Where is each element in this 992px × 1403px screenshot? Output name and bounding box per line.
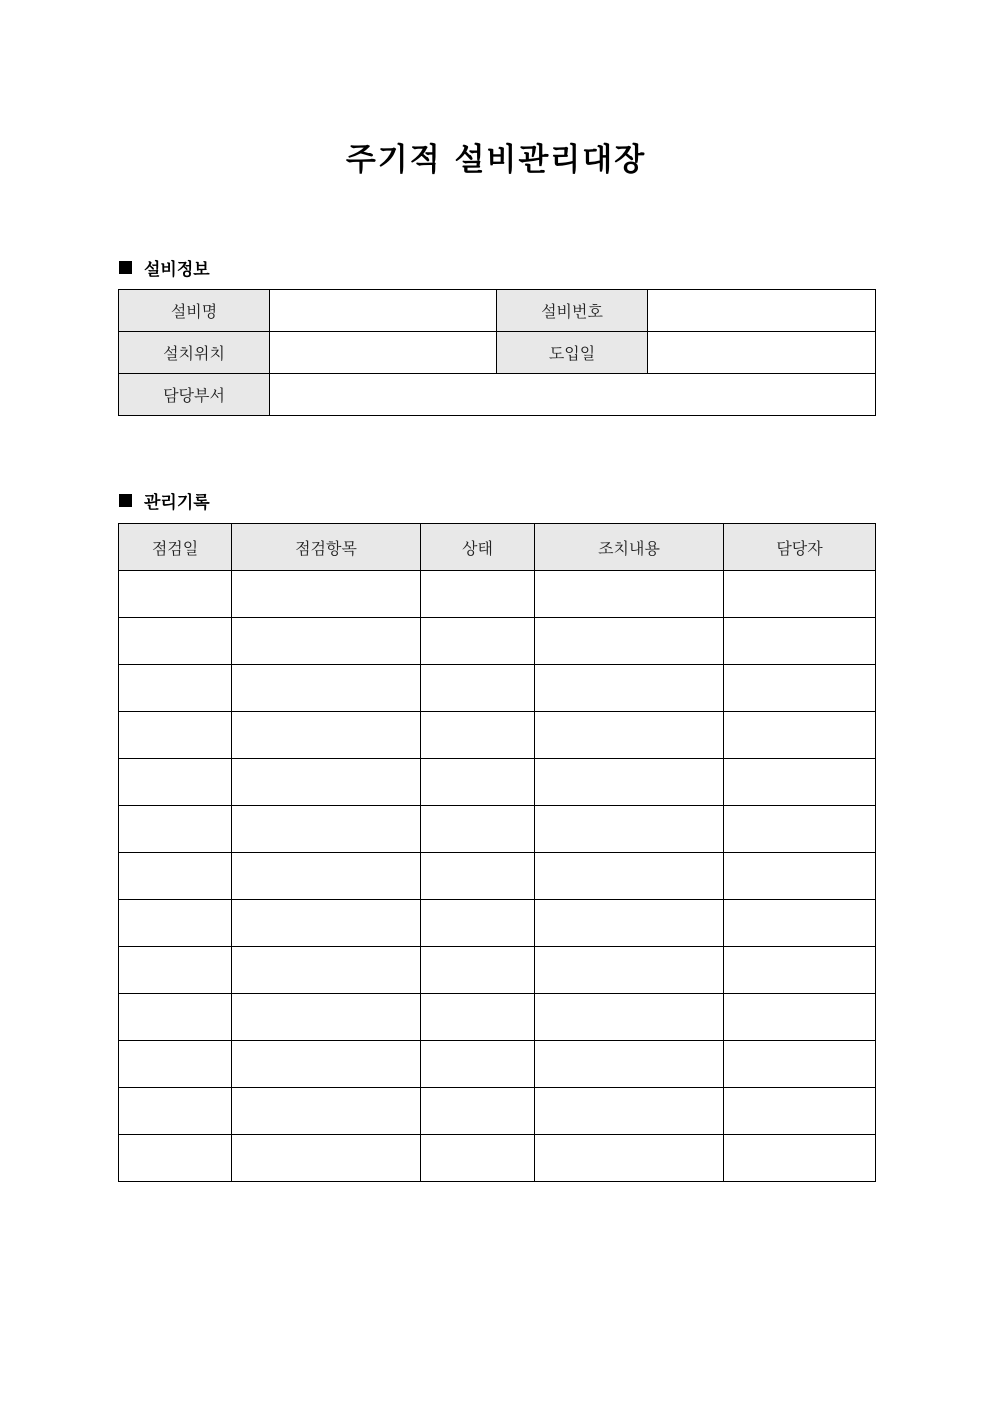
cell-status[interactable]: [421, 712, 535, 759]
cell-status[interactable]: [421, 806, 535, 853]
cell-inspection-date[interactable]: [119, 618, 232, 665]
cell-inspection-item[interactable]: [232, 712, 421, 759]
cell-inspection-date[interactable]: [119, 1041, 232, 1088]
document-title: 주기적 설비관리대장: [345, 142, 647, 178]
cell-action[interactable]: [535, 1088, 724, 1135]
column-header-action: 조치내용: [535, 524, 724, 571]
cell-action[interactable]: [535, 1041, 724, 1088]
table-row: [119, 947, 876, 994]
table-row: [119, 900, 876, 947]
cell-inspection-date[interactable]: [119, 571, 232, 618]
log-section-heading: [119, 488, 210, 513]
field-introduction-date[interactable]: [648, 332, 876, 374]
table-row: [119, 712, 876, 759]
cell-action[interactable]: [535, 712, 724, 759]
log-header-row: [119, 524, 876, 571]
cell-inspection-date[interactable]: [119, 665, 232, 712]
cell-person[interactable]: [724, 1088, 876, 1135]
cell-status[interactable]: [421, 618, 535, 665]
label-department: 담당부서: [119, 374, 270, 416]
cell-inspection-date[interactable]: [119, 1088, 232, 1135]
cell-inspection-item[interactable]: [232, 1088, 421, 1135]
cell-inspection-item[interactable]: [232, 759, 421, 806]
cell-person[interactable]: [724, 994, 876, 1041]
table-row: [119, 806, 876, 853]
cell-inspection-item[interactable]: [232, 994, 421, 1041]
table-row: [119, 618, 876, 665]
cell-action[interactable]: [535, 571, 724, 618]
cell-action[interactable]: [535, 759, 724, 806]
cell-status[interactable]: [421, 900, 535, 947]
field-department[interactable]: [270, 374, 876, 416]
cell-status[interactable]: [421, 759, 535, 806]
cell-status[interactable]: [421, 853, 535, 900]
cell-person[interactable]: [724, 1135, 876, 1182]
column-header-inspection-item: 점검항목: [232, 524, 421, 571]
cell-inspection-item[interactable]: [232, 665, 421, 712]
cell-status[interactable]: [421, 1088, 535, 1135]
cell-inspection-date[interactable]: [119, 853, 232, 900]
label-introduction-date: 도입일: [497, 332, 648, 374]
management-log-table: [118, 523, 876, 1182]
table-row: [119, 1088, 876, 1135]
square-bullet-icon: [119, 494, 132, 507]
cell-status[interactable]: [421, 571, 535, 618]
column-header-person: 담당자: [724, 524, 876, 571]
cell-inspection-date[interactable]: [119, 900, 232, 947]
table-row: [119, 1135, 876, 1182]
cell-person[interactable]: [724, 900, 876, 947]
table-row: [119, 571, 876, 618]
info-section-heading: [119, 255, 210, 280]
cell-person[interactable]: [724, 947, 876, 994]
cell-inspection-date[interactable]: [119, 759, 232, 806]
cell-action[interactable]: [535, 665, 724, 712]
cell-action[interactable]: [535, 1135, 724, 1182]
cell-inspection-item[interactable]: [232, 900, 421, 947]
cell-inspection-item[interactable]: [232, 853, 421, 900]
table-row: [119, 853, 876, 900]
cell-action[interactable]: [535, 618, 724, 665]
cell-person[interactable]: [724, 759, 876, 806]
cell-inspection-date[interactable]: [119, 947, 232, 994]
table-row: [119, 994, 876, 1041]
cell-action[interactable]: [535, 994, 724, 1041]
cell-inspection-item[interactable]: [232, 618, 421, 665]
square-bullet-icon: [119, 261, 132, 274]
cell-person[interactable]: [724, 806, 876, 853]
cell-inspection-item[interactable]: [232, 806, 421, 853]
cell-inspection-item[interactable]: [232, 1041, 421, 1088]
cell-inspection-date[interactable]: [119, 1135, 232, 1182]
label-install-location: 설치위치: [119, 332, 270, 374]
cell-inspection-date[interactable]: [119, 994, 232, 1041]
cell-person[interactable]: [724, 618, 876, 665]
cell-status[interactable]: [421, 1041, 535, 1088]
cell-inspection-date[interactable]: [119, 806, 232, 853]
cell-action[interactable]: [535, 900, 724, 947]
cell-person[interactable]: [724, 571, 876, 618]
log-section-title: 관리기록: [144, 493, 210, 513]
field-equipment-number[interactable]: [648, 290, 876, 332]
column-header-inspection-date: 점검일: [119, 524, 232, 571]
equipment-info-table: [118, 289, 876, 416]
info-section-title: 설비정보: [144, 260, 210, 280]
cell-status[interactable]: [421, 665, 535, 712]
cell-person[interactable]: [724, 665, 876, 712]
label-equipment-name: 설비명: [119, 290, 270, 332]
cell-status[interactable]: [421, 947, 535, 994]
cell-action[interactable]: [535, 853, 724, 900]
cell-status[interactable]: [421, 1135, 535, 1182]
table-row: [119, 759, 876, 806]
cell-inspection-item[interactable]: [232, 571, 421, 618]
cell-action[interactable]: [535, 806, 724, 853]
table-row: [119, 665, 876, 712]
column-header-status: 상태: [421, 524, 535, 571]
field-install-location[interactable]: [270, 332, 497, 374]
cell-person[interactable]: [724, 1041, 876, 1088]
table-row: [119, 1041, 876, 1088]
cell-inspection-item[interactable]: [232, 947, 421, 994]
field-equipment-name[interactable]: [270, 290, 497, 332]
cell-inspection-date[interactable]: [119, 712, 232, 759]
label-equipment-number: 설비번호: [497, 290, 648, 332]
cell-inspection-item[interactable]: [232, 1135, 421, 1182]
cell-person[interactable]: [724, 712, 876, 759]
cell-action[interactable]: [535, 947, 724, 994]
cell-person[interactable]: [724, 853, 876, 900]
cell-status[interactable]: [421, 994, 535, 1041]
